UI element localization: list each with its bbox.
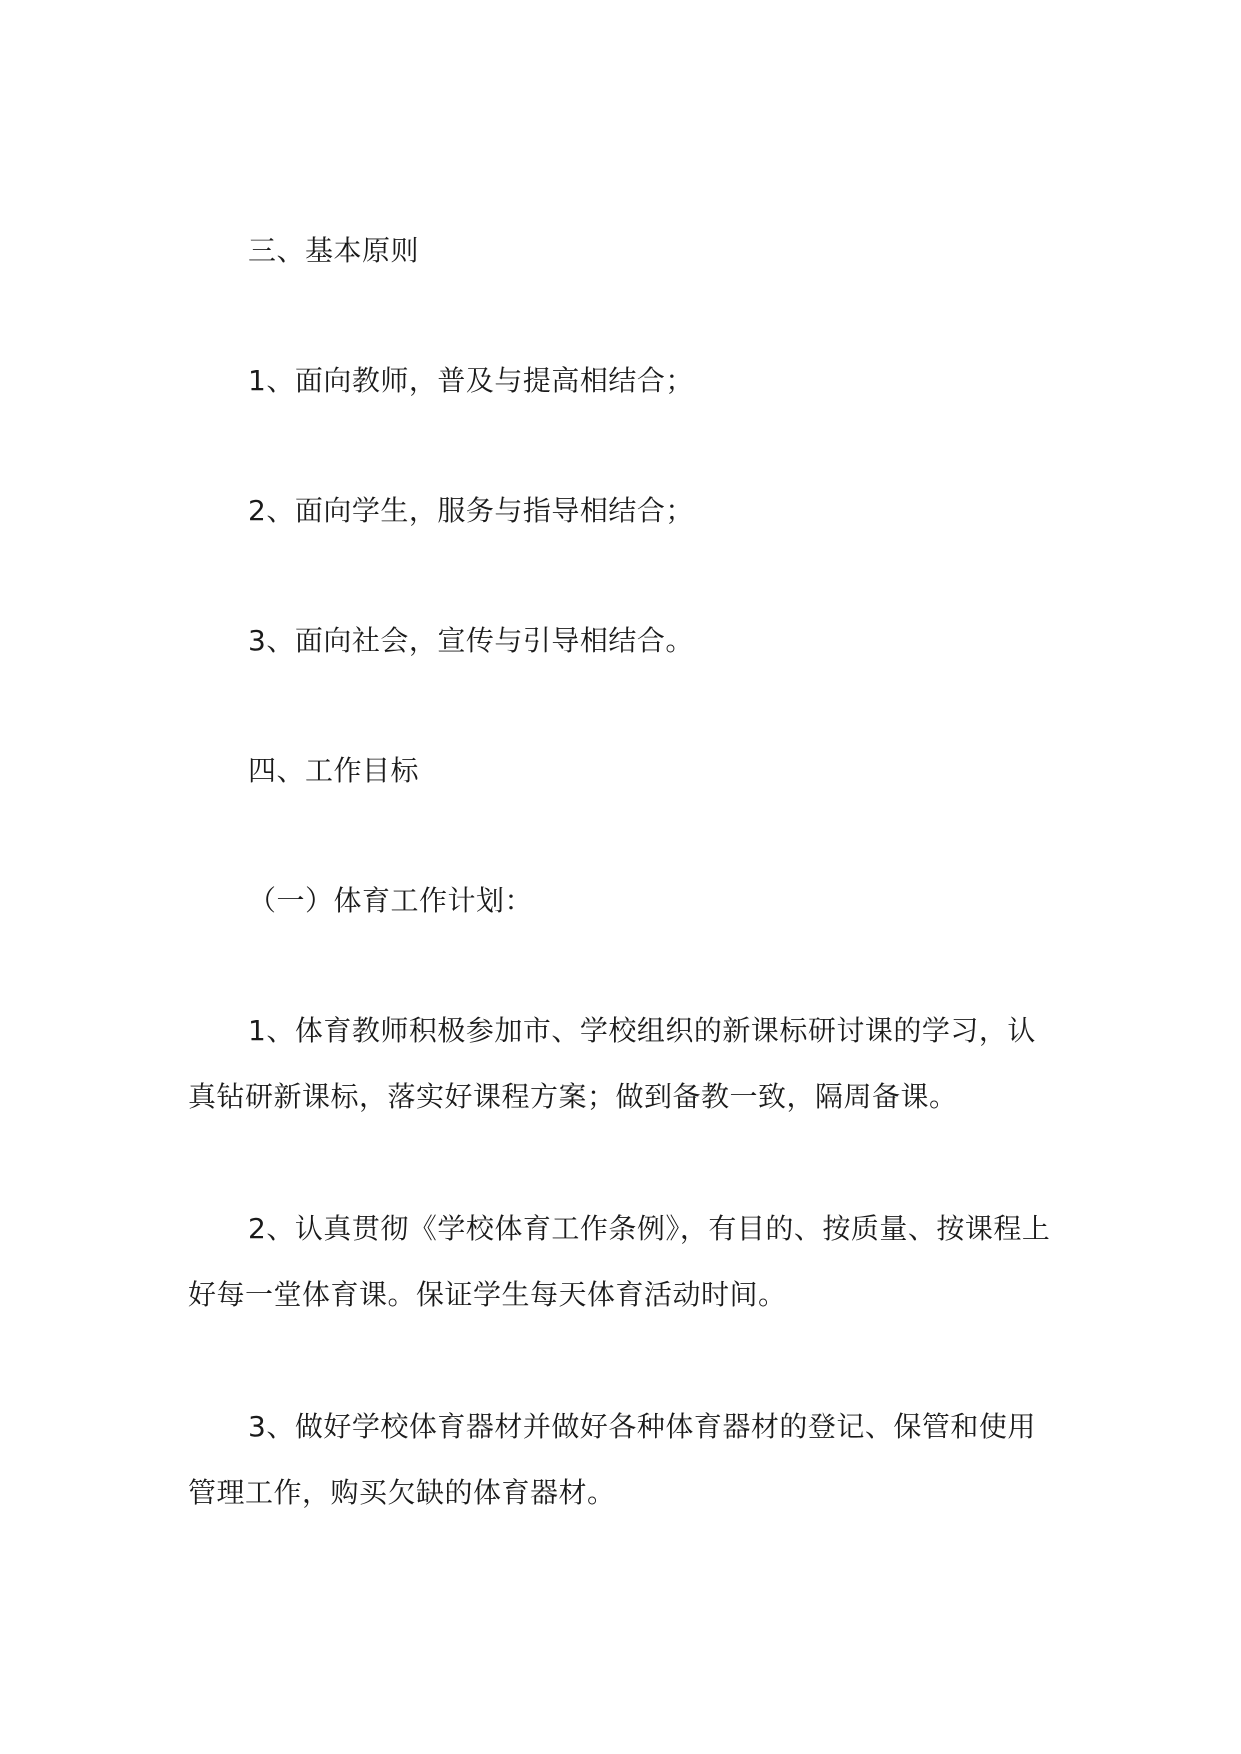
paragraph-line: 2、面向学生，服务与指导相结合； [248, 494, 694, 527]
paragraph-line: 1、体育教师积极参加市、学校组织的新课标研讨课的学习，认 [248, 1014, 1036, 1047]
section-heading-goals: 四、工作目标 [248, 754, 420, 787]
paragraph-line: 1、面向教师，普及与提高相结合； [248, 364, 694, 397]
paragraph-line: 真钻研新课标，落实好课程方案；做到备教一致，隔周备课。 [188, 1080, 958, 1113]
subsection-heading-pe-plan: （一）体育工作计划： [248, 884, 534, 917]
paragraph-line: 管理工作，购买欠缺的体育器材。 [188, 1476, 616, 1509]
section-heading-principles: 三、基本原则 [248, 234, 420, 267]
paragraph-line: 3、做好学校体育器材并做好各种体育器材的登记、保管和使用 [248, 1410, 1036, 1443]
paragraph-line: 3、面向社会，宣传与引导相结合。 [248, 624, 694, 657]
paragraph-line: 2、认真贯彻《学校体育工作条例》，有目的、按质量、按课程上 [248, 1212, 1051, 1245]
paragraph-line: 好每一堂体育课。保证学生每天体育活动时间。 [188, 1278, 787, 1311]
